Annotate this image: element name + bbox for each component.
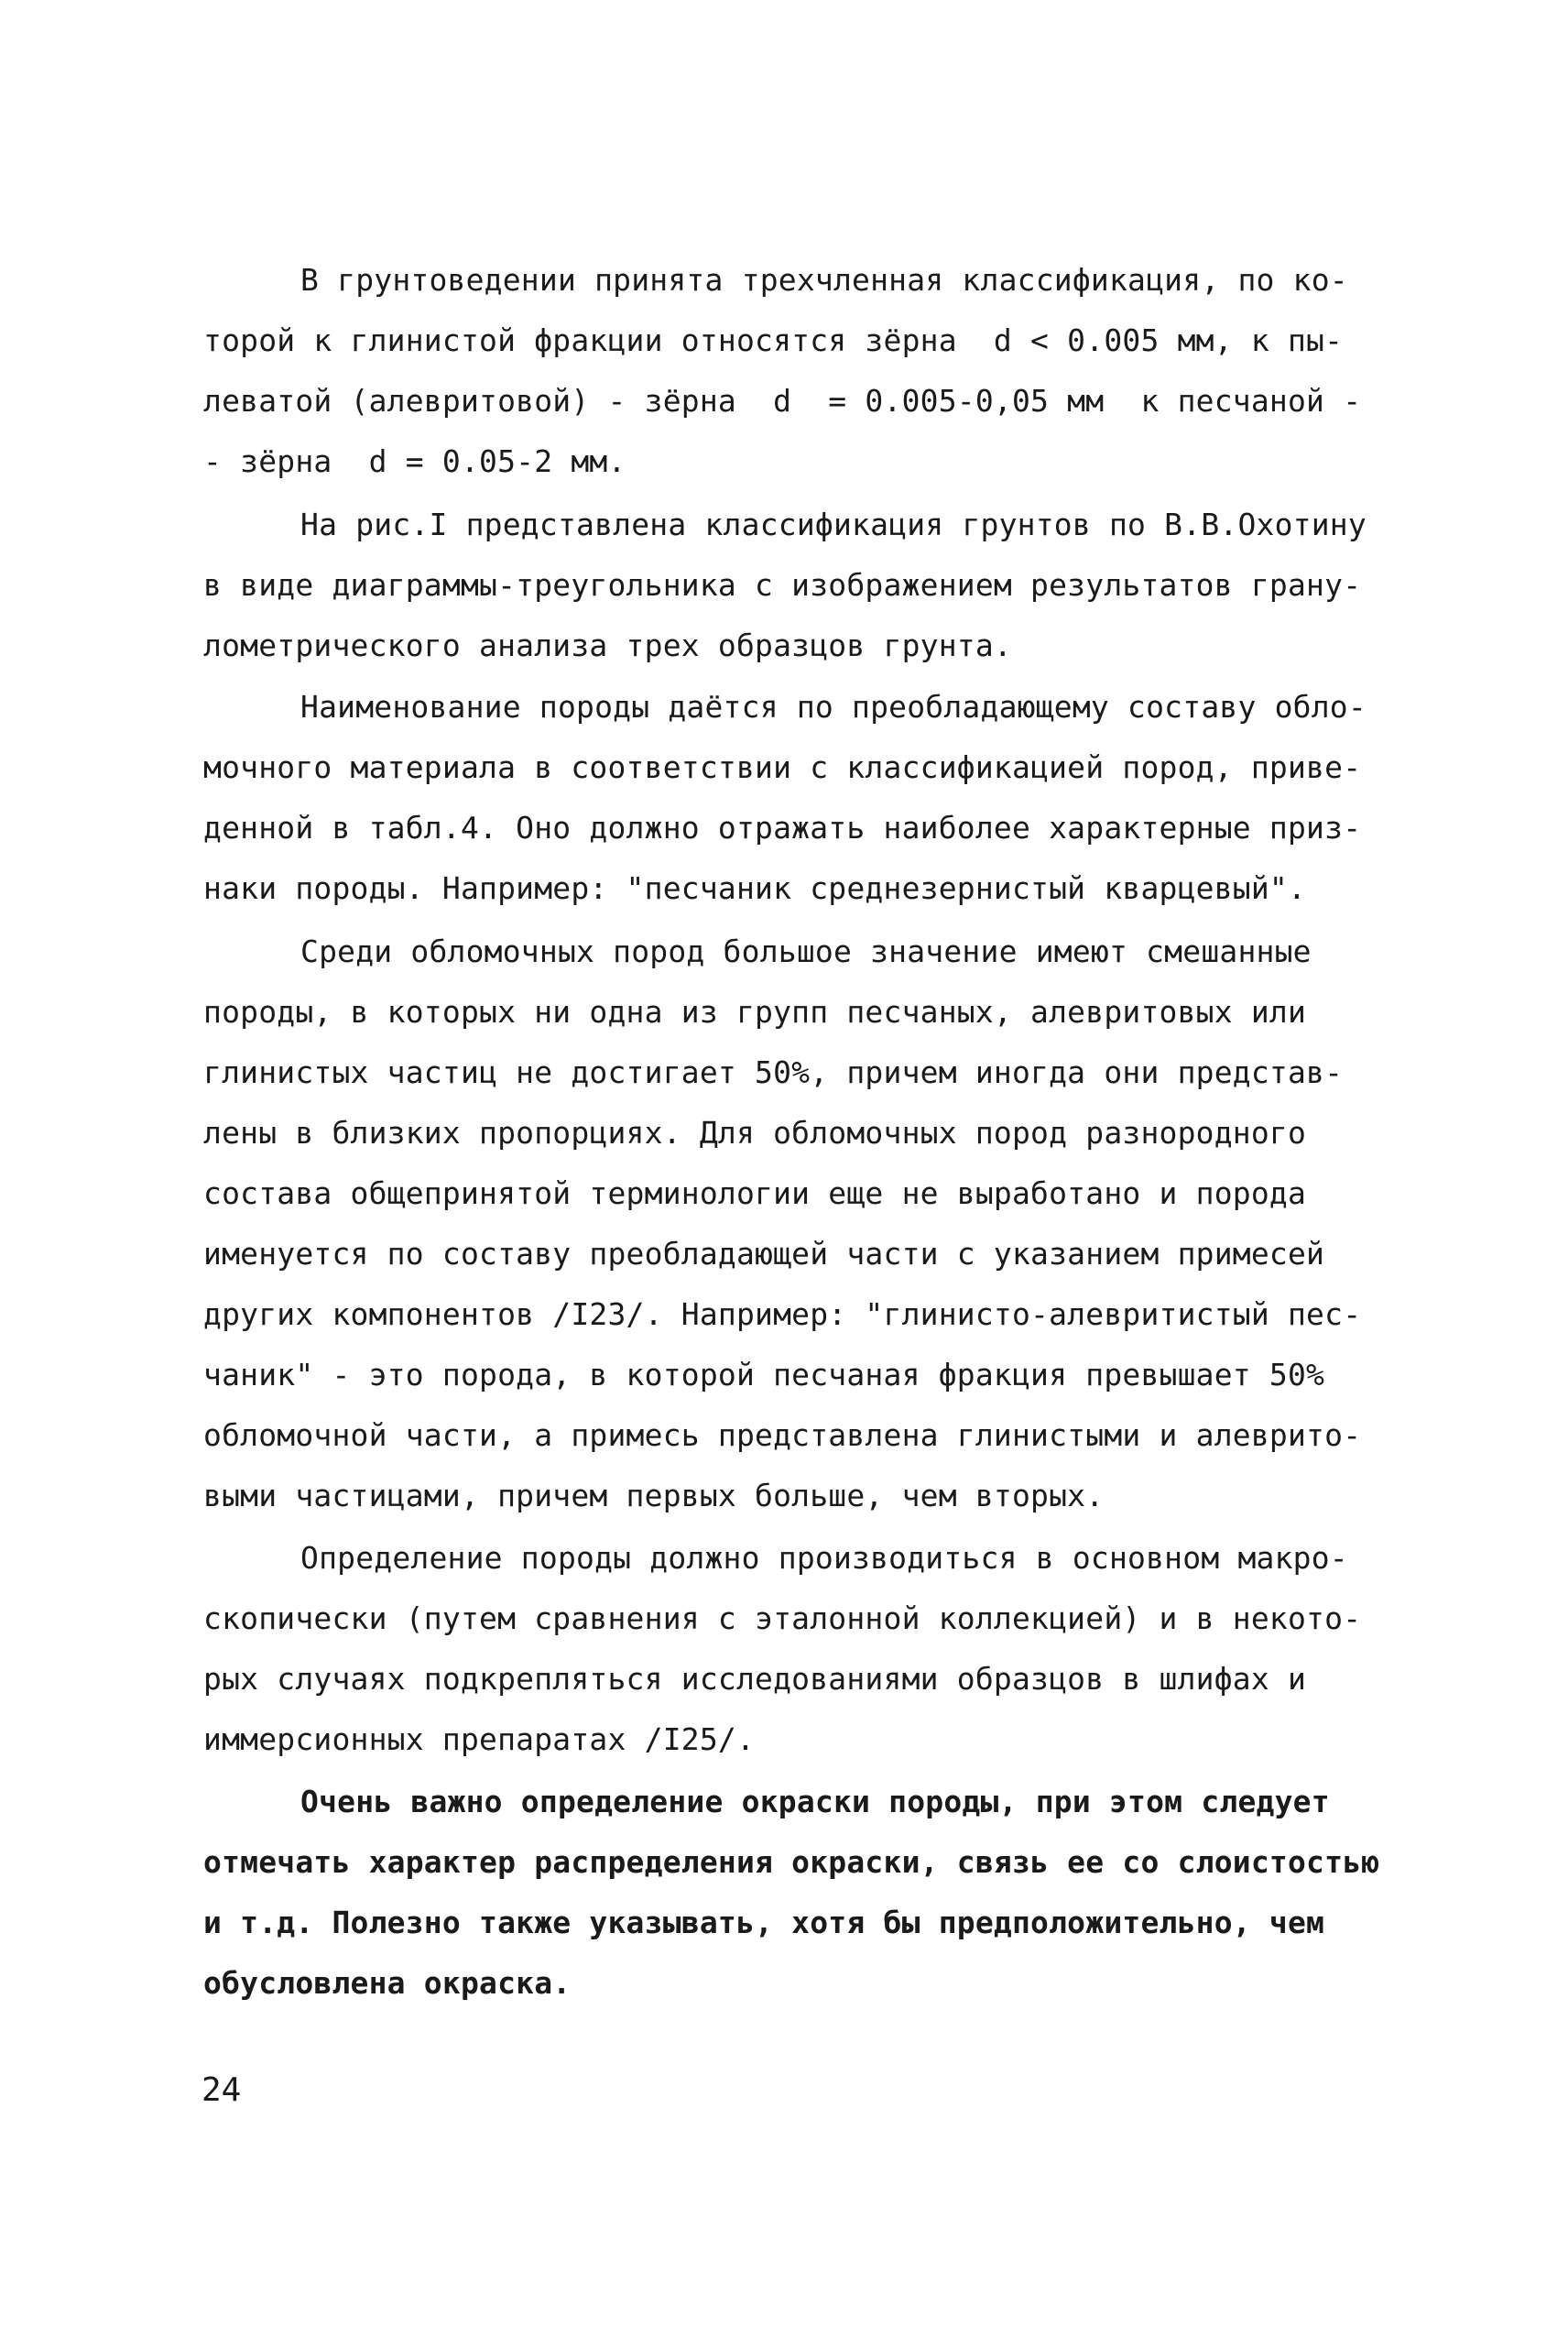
text-line: породы, в которых ни одна из групп песчаных, алевритовых или bbox=[203, 994, 1307, 1030]
text-line: денной в табл.4. Оно должно отражать наиболее характерные приз- bbox=[203, 810, 1362, 846]
text-line: Среди обломочных пород большое значение имеют смешанные bbox=[300, 934, 1312, 969]
text-line: именуется по составу преобладающей части с указанием примесей bbox=[203, 1236, 1325, 1272]
text-line: отмечать характер распределения окраски, связь ее со слоистостью bbox=[203, 1844, 1380, 1880]
text-line: чаник" - это порода, в которой песчаная фракция превышает 50% bbox=[203, 1357, 1325, 1392]
text-line: глинистых частиц не достигает 50%, причем иногда они представ- bbox=[203, 1054, 1344, 1090]
text-line: выми частицами, причем первых больше, чем вторых. bbox=[203, 1478, 1105, 1513]
text-line: обломочной части, а примесь представлена глинистыми и алеврито- bbox=[203, 1417, 1362, 1453]
text-line: обусловлена окраска. bbox=[203, 1965, 572, 2001]
text-line: - зёрна d = 0.05-2 мм. bbox=[203, 443, 626, 479]
text-line: Очень важно определение окраски породы, при этом следует bbox=[300, 1784, 1330, 1819]
text-line: и т.д. Полезно также указывать, хотя бы предположительно, чем bbox=[203, 1905, 1325, 1940]
text-line: лометрического анализа трех образцов грунта. bbox=[203, 628, 1012, 663]
text-line: леватой (алевритовой) - зёрна d = 0.005-0,05 мм к песчаной - bbox=[203, 383, 1362, 419]
text-line: наки породы. Например: "песчаник среднезернистый кварцевый". bbox=[203, 870, 1307, 906]
text-line: иммерсионных препаратах /I25/. bbox=[203, 1721, 756, 1757]
text-line: В грунтоведении принята трехчленная классификация, по ко- bbox=[300, 262, 1348, 298]
text-line: состава общепринятой терминологии еще не выработано и порода bbox=[203, 1175, 1307, 1211]
text-line: рых случаях подкрепляться исследованиями образцов в шлифах и bbox=[203, 1661, 1307, 1697]
text-line: Определение породы должно производиться в основном макро- bbox=[300, 1540, 1348, 1576]
page-number: 24 bbox=[201, 2071, 242, 2109]
text-line: скопически (путем сравнения с эталонной коллекцией) и в некото- bbox=[203, 1600, 1362, 1636]
text-line: торой к глинистой фракции относятся зёрна d < 0.005 мм, к пы- bbox=[203, 322, 1344, 358]
text-line: лены в близких пропорциях. Для обломочных пород разнородного bbox=[203, 1115, 1307, 1151]
text-line: мочного материала в соответствии с классификацией пород, приве- bbox=[203, 749, 1362, 785]
text-line: На рис.I представлена классификация грунтов по В.В.Охотину bbox=[300, 507, 1367, 542]
text-line: других компонентов /I23/. Например: "глинисто-алевритистый пес- bbox=[203, 1296, 1362, 1332]
text-line: Наименование породы даётся по преобладающему составу обло- bbox=[300, 689, 1367, 725]
text-line: в виде диаграммы-треугольника с изображением результатов грану- bbox=[203, 567, 1362, 603]
